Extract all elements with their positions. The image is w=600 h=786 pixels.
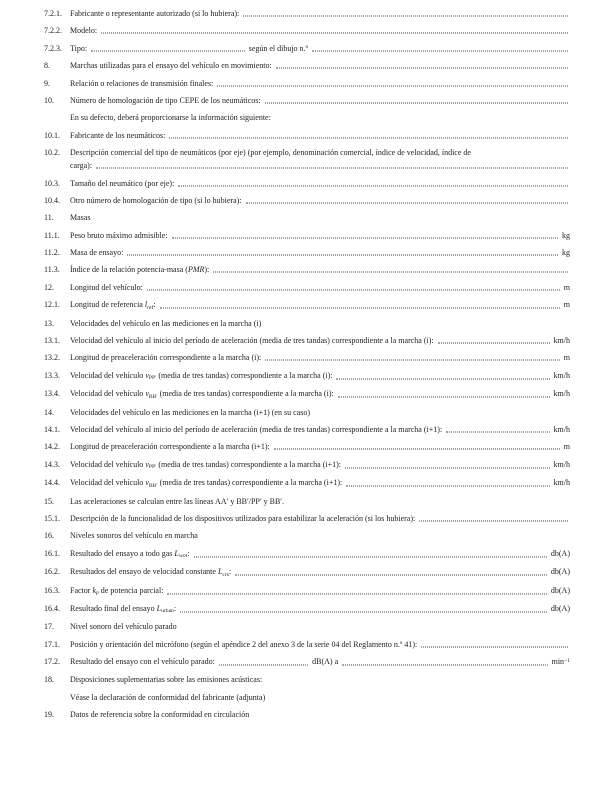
item-number: 19. xyxy=(44,710,54,720)
dotted-leader xyxy=(336,378,549,379)
unit-label: km/h xyxy=(551,459,570,469)
item-number: 14.4. xyxy=(44,478,60,488)
dotted-leader xyxy=(167,593,546,594)
item-text: (media de tres tandas) correspondiente a la marcha (i): xyxy=(157,389,336,399)
document-row xyxy=(44,710,570,720)
item-text: ref xyxy=(147,304,154,311)
dotted-leader xyxy=(91,50,245,51)
document-row xyxy=(44,213,570,223)
item-number: 13.2. xyxy=(44,353,60,363)
item-text: Velocidades del vehículo en las mediciones en la marcha (i) xyxy=(70,318,262,328)
document-row xyxy=(44,604,570,615)
item-content xyxy=(70,44,570,54)
item-content xyxy=(70,425,570,435)
item-text: dB(A) a xyxy=(310,657,341,667)
document-row xyxy=(44,300,570,311)
item-text: Masa de ensayo: xyxy=(70,248,126,258)
item-number: 16.4. xyxy=(44,603,60,613)
dotted-leader xyxy=(127,255,558,256)
item-text: PP′ xyxy=(148,464,157,471)
item-text: Otro número de homologación de tipo (si lo hubiera): xyxy=(70,195,244,205)
item-content xyxy=(70,657,570,668)
document-row xyxy=(44,640,570,650)
item-content xyxy=(70,353,570,363)
document-row xyxy=(44,26,570,36)
item-number: 10.1. xyxy=(44,130,60,140)
item-number: 8. xyxy=(44,61,50,71)
item-content xyxy=(70,213,570,223)
dotted-leader xyxy=(438,343,550,344)
item-content xyxy=(70,604,570,615)
item-text: Longitud de preaceleración correspondiente a la marcha (i+1): xyxy=(70,442,272,452)
item-text: l xyxy=(144,300,148,310)
item-text: : xyxy=(173,603,179,613)
document-row xyxy=(44,179,570,189)
item-content xyxy=(70,196,570,206)
document-row xyxy=(44,371,570,382)
item-text: Velocidad del vehículo xyxy=(70,389,146,399)
item-text: según el dibujo n.º xyxy=(246,43,311,53)
dotted-leader xyxy=(217,85,568,86)
item-text: (media de tres tandas) correspondiente a la marcha (i+1): xyxy=(157,478,345,488)
dotted-leader xyxy=(172,237,558,238)
item-content xyxy=(70,231,570,241)
document-row xyxy=(44,657,570,668)
item-number: 15. xyxy=(44,496,54,506)
item-number: 13.3. xyxy=(44,370,60,380)
item-content xyxy=(70,460,570,471)
item-number: 11.1. xyxy=(44,230,60,240)
item-text: Tamaño del neumático (por eje): xyxy=(70,178,177,188)
item-number: 10.2. xyxy=(44,148,60,158)
item-number: 12.1. xyxy=(44,300,60,310)
item-content xyxy=(70,300,570,311)
item-content xyxy=(70,9,570,19)
item-text: urban xyxy=(161,608,174,615)
item-text: Velocidad del vehículo xyxy=(70,459,146,469)
item-content xyxy=(70,675,570,685)
item-content xyxy=(70,586,570,597)
document-row xyxy=(44,353,570,363)
item-content xyxy=(70,549,570,560)
item-number: 7.2.1. xyxy=(44,9,62,18)
item-text: Longitud de referencia xyxy=(70,300,145,310)
item-text: Resultados del ensayo de velocidad constante xyxy=(70,567,218,577)
dotted-leader xyxy=(342,665,547,666)
item-number: 10.4. xyxy=(44,195,60,205)
dotted-leader xyxy=(243,16,568,17)
document-row xyxy=(44,44,570,54)
item-text: Nivel sonoro del vehículo parado xyxy=(70,622,177,632)
dotted-leader xyxy=(345,467,550,468)
item-text: Resultado del ensayo a todo gas xyxy=(70,548,175,558)
item-text: Fabricante de los neumáticos: xyxy=(70,130,168,140)
item-number: 13.1. xyxy=(44,336,60,346)
item-text: Resultado final del ensayo xyxy=(70,603,157,613)
unit-label: km/h xyxy=(551,424,570,434)
item-number: 10. xyxy=(44,95,54,105)
item-content xyxy=(70,371,570,382)
item-content xyxy=(70,248,570,258)
dotted-leader xyxy=(446,431,549,432)
dotted-leader xyxy=(421,646,568,647)
item-content xyxy=(70,96,570,106)
item-number: 17.1. xyxy=(44,639,60,649)
item-text: (media de tres tandas) correspondiente a la marcha (i): xyxy=(156,370,335,380)
dotted-leader xyxy=(312,50,568,51)
dotted-leader xyxy=(246,202,568,203)
dotted-leader xyxy=(274,449,560,450)
item-content xyxy=(70,179,570,189)
item-content xyxy=(70,478,570,489)
item-number: 16.3. xyxy=(44,585,60,595)
item-number: 13. xyxy=(44,318,54,328)
item-text: wot xyxy=(178,553,188,560)
item-text: Velocidad del vehículo al inicio del período de aceleración (media de tres tandas) correspondiente a la marcha (i+1): xyxy=(70,424,445,434)
item-number: 17. xyxy=(44,622,54,632)
item-text: Descripción de la funcionalidad de los dispositivos utilizados para estabilizar la aceleración (si los hubiera): xyxy=(70,513,418,523)
item-number: 11. xyxy=(44,213,54,223)
item-text: Longitud del vehículo: xyxy=(70,282,145,292)
item-content xyxy=(70,131,570,141)
unit-label: m xyxy=(561,442,570,452)
unit-label: db(A) xyxy=(548,567,570,577)
item-text: En su defecto, deberá proporcionarse la información siguiente: xyxy=(70,113,271,123)
item-text: L xyxy=(156,603,162,613)
dotted-leader xyxy=(96,168,568,169)
item-text: Véase la declaración de conformidad del fabricante (adjunta) xyxy=(70,692,266,702)
item-text: Índice de la relación potencia-masa ( xyxy=(70,265,188,275)
item-number: 18. xyxy=(44,675,54,685)
item-text: v xyxy=(145,389,149,399)
unit-label: m xyxy=(561,353,570,363)
document-row xyxy=(44,693,570,703)
dotted-leader xyxy=(346,486,549,487)
item-content xyxy=(70,26,570,36)
document-row xyxy=(44,196,570,206)
document-row xyxy=(44,408,570,418)
document-row xyxy=(44,549,570,560)
unit-label: kg xyxy=(560,230,570,240)
item-content xyxy=(70,710,570,720)
document-row xyxy=(44,389,570,400)
item-text: v xyxy=(145,370,149,380)
item-number: 7.2.3. xyxy=(44,43,62,53)
dotted-leader xyxy=(276,68,568,69)
item-number: 14.2. xyxy=(44,442,60,452)
item-text: Velocidad del vehículo xyxy=(70,370,146,380)
item-number: 12. xyxy=(44,282,54,292)
document-row xyxy=(44,622,570,632)
item-text: : xyxy=(153,300,158,310)
item-content xyxy=(70,336,570,346)
item-text: Velocidad del vehículo al inicio del período de aceleración (media de tres tandas) correspondiente a la marcha (i): xyxy=(70,336,436,346)
item-text: : xyxy=(228,567,234,577)
unit-label: db(A) xyxy=(548,585,570,595)
item-text: Peso bruto máximo admisible: xyxy=(70,230,170,240)
item-text: Longitud de preaceleración correspondiente a la marcha (i): xyxy=(70,353,264,363)
item-text: Disposiciones suplementarias sobre las emisiones acústicas: xyxy=(70,675,263,685)
unit-label: db(A) xyxy=(548,548,570,558)
item-content xyxy=(70,319,570,329)
item-content xyxy=(70,640,570,650)
unit-label: km/h xyxy=(551,478,570,488)
item-text: Velocidad del vehículo xyxy=(70,478,146,488)
item-text: Posición y orientación del micrófono (según el apéndice 2 del anexo 3 de la serie 04 del Reglamento n.º 41): xyxy=(70,639,420,649)
item-text: PMR xyxy=(187,265,205,275)
item-content xyxy=(70,161,570,171)
item-number: 13.4. xyxy=(44,389,60,399)
document-row xyxy=(44,113,570,123)
item-text: (media de tres tandas) correspondiente a la marcha (i+1): xyxy=(156,459,343,469)
item-content xyxy=(70,408,570,418)
document-row xyxy=(44,161,570,171)
item-number: 17.2. xyxy=(44,657,60,667)
item-text: Resultado del ensayo con el vehículo parado: xyxy=(70,657,217,667)
unit-label: −1 xyxy=(564,658,570,665)
item-text: ): xyxy=(204,265,212,275)
dotted-leader xyxy=(338,397,550,398)
document-row xyxy=(44,265,570,275)
item-content xyxy=(70,514,570,524)
document-row xyxy=(44,336,570,346)
item-text: crs xyxy=(222,571,229,578)
item-number: 7.2.2. xyxy=(44,26,62,36)
unit-label: m xyxy=(561,282,570,292)
dotted-leader xyxy=(235,575,547,576)
document-row xyxy=(44,283,570,293)
document-row xyxy=(44,531,570,541)
item-content xyxy=(70,61,570,71)
item-text: Descripción comercial del tipo de neumáticos (por eje) (por ejemplo, denominación comercial, índice de velocidad, índice de xyxy=(70,148,471,158)
item-text: Masas xyxy=(70,213,91,223)
unit-label: min xyxy=(549,657,565,667)
document-row xyxy=(44,248,570,258)
document-row xyxy=(44,9,570,19)
item-text: Relación o relaciones de transmisión finales: xyxy=(70,78,216,88)
item-number: 14.3. xyxy=(44,459,60,469)
item-number: 16.1. xyxy=(44,548,60,558)
item-text: Niveles sonoros del vehículo en marcha xyxy=(70,531,198,541)
document-row xyxy=(44,567,570,578)
document-row xyxy=(44,442,570,452)
item-content xyxy=(70,693,570,703)
dotted-leader xyxy=(169,137,568,138)
document-row xyxy=(44,131,570,141)
item-number: 15.1. xyxy=(44,513,60,523)
item-content xyxy=(70,79,570,89)
item-text: BB′ xyxy=(148,482,158,489)
item-text: Marchas utilizadas para el ensayo del vehículo en movimiento: xyxy=(70,61,274,71)
unit-label: km/h xyxy=(551,370,570,380)
item-content xyxy=(70,265,570,275)
item-text: k xyxy=(92,585,96,595)
item-text: Las aceleraciones se calculan entre las líneas AA′ y BB′/PP′ y BB′. xyxy=(70,496,285,506)
item-text: de potencia parcial: xyxy=(98,585,166,595)
unit-label: km/h xyxy=(551,389,570,399)
document-row xyxy=(44,675,570,685)
dotted-leader xyxy=(178,185,568,186)
document-rows xyxy=(44,9,570,720)
item-text: Número de homologación de tipo CEPE de los neumáticos: xyxy=(70,95,263,105)
unit-label: db(A) xyxy=(548,603,570,613)
item-number: 11.2. xyxy=(44,248,60,258)
document-row xyxy=(44,478,570,489)
item-content xyxy=(70,531,570,541)
dotted-leader xyxy=(160,308,560,309)
item-text: Fabricante o representante autorizado (si lo hubiera): xyxy=(70,9,242,18)
item-content xyxy=(70,283,570,293)
dotted-leader xyxy=(213,272,568,273)
dotted-leader xyxy=(265,360,560,361)
item-content xyxy=(70,113,570,123)
document-row xyxy=(44,425,570,435)
document-row xyxy=(44,231,570,241)
item-text: v xyxy=(145,459,149,469)
item-content xyxy=(70,497,570,507)
document-row xyxy=(44,96,570,106)
item-text: v xyxy=(145,478,149,488)
item-number: 11.3. xyxy=(44,265,60,275)
item-text: BB′ xyxy=(148,393,158,400)
dotted-leader xyxy=(101,33,568,34)
unit-label: m xyxy=(561,300,570,310)
item-content xyxy=(70,567,570,578)
item-text: : xyxy=(187,548,192,558)
item-text: Datos de referencia sobre la conformidad en circulación xyxy=(70,710,250,720)
item-content xyxy=(70,442,570,452)
item-text: Modelo: xyxy=(70,26,100,36)
item-text: Tipo: xyxy=(70,43,90,53)
item-text: carga): xyxy=(70,161,95,171)
dotted-leader xyxy=(194,556,547,557)
item-text: PP′ xyxy=(148,375,157,382)
document-row xyxy=(44,514,570,524)
dotted-leader xyxy=(219,665,308,666)
dotted-leader xyxy=(265,102,568,103)
item-number: 16.2. xyxy=(44,567,60,577)
item-content xyxy=(70,148,570,158)
unit-label: kg xyxy=(560,248,570,258)
document-row xyxy=(44,148,570,158)
item-number: 16. xyxy=(44,531,54,541)
item-content xyxy=(70,389,570,400)
document-row xyxy=(44,586,570,597)
document-row xyxy=(44,79,570,89)
document-row xyxy=(44,460,570,471)
document-row xyxy=(44,497,570,507)
item-content xyxy=(70,622,570,632)
dotted-leader xyxy=(147,289,560,290)
document-row xyxy=(44,319,570,329)
item-text: L xyxy=(174,548,179,558)
item-text: Factor xyxy=(70,585,93,595)
dotted-leader xyxy=(419,520,568,521)
item-number: 10.3. xyxy=(44,178,60,188)
dotted-leader xyxy=(180,611,547,612)
item-number: 9. xyxy=(44,78,50,88)
unit-label: km/h xyxy=(551,336,570,346)
item-number: 14. xyxy=(44,407,54,417)
document-row xyxy=(44,61,570,71)
item-text: L xyxy=(217,567,223,577)
item-text: Velocidades del vehículo en las mediciones en la marcha (i+1) (en su caso) xyxy=(70,407,310,417)
item-number: 14.1. xyxy=(44,424,60,434)
item-text: p xyxy=(96,590,99,597)
